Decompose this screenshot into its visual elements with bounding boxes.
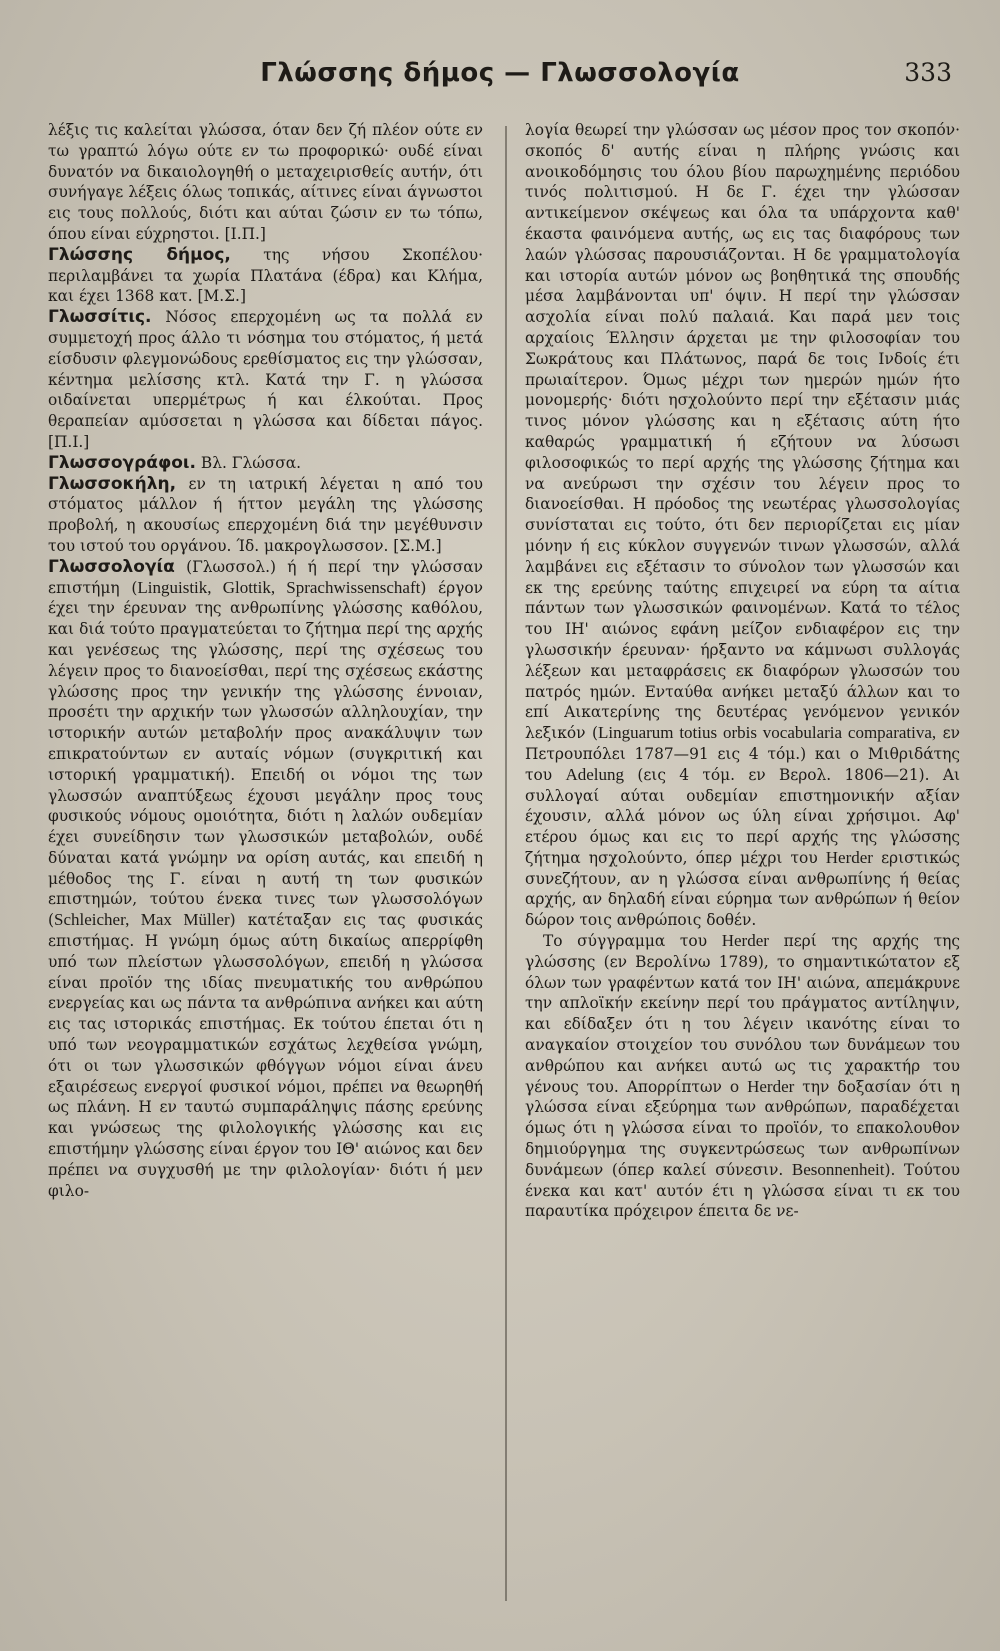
entry-text: (Γλωσσολ.) ή ή περί την γλώσσαν επιστήμη ( [48,557,483,597]
entry-glossis-dimos [48,245,483,307]
text-columns [48,120,960,1621]
paragraph-text: Το σύγγραμμα του [543,932,708,951]
entry-headword: Γλωσσολογία [48,556,175,577]
page-number: 333 [904,58,952,87]
right-paragraph-1 [525,120,960,931]
entry-text: εν τη ιατρική λέγεται η από του στόματος μάλλον ή ήττον μεγάλη της γλώσσης προβολή, η ακουσίως επερχομένη διά την μεγέθυνσιν του ιστού του οργάνου. Ίδ. μακρογλωσσον. [Σ.Μ.] [48,474,483,555]
latin-term: Herder [825,847,873,867]
entry-headword: Γλωσσογράφοι. [48,452,197,473]
right-column [525,120,960,1621]
paragraph-text: λογία θεωρεί την γλώσσαν ως μέσον προς τον σκοπόν· σκοπός δ' αυτής είναι η πλήρης γνώσις και ανοικοδόμησις του όλου βίου παρωχημένης περιόδου τινός πολιτισμού. Η δε Γ. έχει την γλώσσαν αντικείμενον σκέψεως και όλα τα υπάρχοντα καθ' έκαστα φαινόμενα αυτής, ως εις τας διαφόρους των λαών γλώσσας παρουσιάζονται. Η δε γραμματολογία και ιστορία αυτών μόνον ως βοηθητικά της σπουδής μέσα λαμβάνονται υπ' όψιν. Η περί την γλώσσαν ασχολία είναι πολύ παλαιά. Και παρά μεν τοις αρχαίοις Έλλησιν άρχεται με την φιλοσοφίαν του Σωκράτους και Πλάτωνος, παρά δε τοις Ινδοίς έτι πρωιαίτερον. Όμως μέχρι των ημερών ημών ήτο μονομερής· διότι ησχολούντο περί την εξέτασιν μιάς τινος μόνον γλώσσης και η εξέτασις αύτη ήτο καθαρώς γραμματική ή εζήτουν να λύσωσι φιλοσοφικώς το περί αρχής της γλώσσης ζήτημα και να ανεύρωσι την σχέσιν του λέγειν προς το διανοείσθαι. Η πρόοδος της νεωτέρας γλωσσολογίας συνίσταται εις τούτο, ότι δεν περιορίζεται εις μίαν μόνην ή εις κύκλον συγγενών τινων γλωσσών, αλλά λαμβάνει εις εξέτασιν το σύνολον των γλωσσών και εκ της ερεύνης ταύτης επιχειρεί να εύρη τα αίτια πάντων των γλωσσικών φαινομένων. Κατά το τέλος του ΙΗ' αιώνος εφάνη μείζον ενδιαφέρον εις την γλωσσικήν έρευναν· ήρξαντο να κάμνωσι συλλογάς λέξεων και μεταφράσεις εκ διαφόρων γλωσσών του πατρός ημών. Ενταύθα ανήκει μεταξύ άλλων και το επί Αικατερίνης της δευτέρας γενόμενον γενικόν λεξικόν ( [525,121,960,743]
entry-headword: Γλωσσίτις. [48,307,152,328]
paragraph-text: την δοξασίαν ότι η γλώσσα είναι εξεύρημα των ανθρώπων, παραδέχεται όμως ότι η γλώσσα είναι το προϊόν, το επακολουθον δημιούργημα της συγκεντρώσεως των ανθρωπίνων δυνάμεων (όπερ καλεί σύνεσιν. [525,1077,960,1179]
latin-term: Schleicher, Max Müller [54,910,230,930]
paragraph-text: εν Πετρουπόλει 1787—91 εις 4 τόμ.) και ο Μιθριδάτης του [525,724,960,784]
entry-text: της νήσου Σκοπέλου· περιλαμβάνει τα χωρία Πλατάνα (έδρα) και Κλήμα, και έχει 1368 κατ. [Μ.Σ.] [48,245,483,306]
entry-text: Νόσος επερχομένη ως τα πολλά εν συμμετοχή προς άλλο τι νόσημα του στόματος, ή μετά είσδυσιν φλεγμονώδους ερεθίσματος εις την γλώσσαν, κέντημα μελίσσης κτλ. Κατά την Γ. η γλώσσα οιδαίνεται υπερμέτρως ή και έλκούται. Προς θεραπείαν αμύσσεται η γλώσσα και δίδεται πάγος. [Π.Ι.] [48,308,483,451]
latin-term: Adelung [565,764,624,784]
paragraph-text: περί της αρχής της γλώσσης (εν Βερολίνω 1789), το σημαντικώτατον εξ όλων των γραφέντων κατά τον ΙΗ' αιώνα, απεμάκρυνε την απλοϊκήν εκείνην περί του πράγματος αντίληψιν, και εδίδαξεν ότι η του λέγειν ικανότης είναι το αναγκαίον στοιχείον του συνόλου των δυνάμεων του ανθρώπου και ανήκει αυτώ ως τις χαρακτήρ του γένους του. Απορρίπτων ο [525,932,960,1096]
right-paragraph-2 [525,931,960,1222]
entry-glossitis [48,307,483,453]
entry-headword: Γλώσσης δήμος, [48,244,231,265]
entry-headword: Γλωσσοκήλη, [48,473,177,494]
entry-text: ) κατέταξαν εις τας φυσικάς επιστήμας. Η γνώμη όμως αύτη δικαίως απερρίφθη υπό των πλείστων γλωσσολόγων, επειδή η γλώσσα είναι προϊόν της ιδίας πνευματικής του ανθρώπου ενεργείας και ως πάντα τα ανθρώπινα ανήκει και αύτη εις τας ιστορικάς επιστήμας. Εκ τούτου έπεται ότι η υπό των νεογραμματικών εσχάτως λεχθείσα γνώμη, ότι οι των γλωσσικών φθόγγων νόμοι είναι άνευ εξαιρέσεως ενεργοί φυσικοί νόμοι, πρέπει να θεωρηθή ως πλάνη. Η εν ταυτώ συμπαράληψις πάσης ερεύνης και γνώσεως της φιλολογικής γλώσσης και εις επιστήμην γλώσσης είναι έργον του ΙΘ' αιώνος και δεν πρέπει να συγχυσθή με την φιλολογίαν· διότι ή μεν φιλο- [48,911,484,1200]
latin-term: Herder [747,1076,795,1096]
entry-glossografoi [48,453,483,474]
entry-text: ) έργον έχει την έρευναν της ανθρωπίνης γλώσσης καθόλου, και διά τούτο πραγματεύεται το ζήτημα περί της αρχής και γενέσεως της γλώσσης, περί της σχέσεως του λέγειν προς το διανοείσθαι, περί της σχέσεως εκάστης γλώσσης προς την γενικήν της γλώσσης έννοιαν, προσέτι την αρχικήν των γλωσσών αλληλουχίαν, την ιστορικήν αυτών μεταβολήν προς ανακάλυψιν των επικρατούντων εν αυταίς νόμων (συγκριτική και ιστορική γραμματική). Επειδή οι νόμοι της των γλωσσών αναπτύξεως έχουσι μεγάλην προς τους φυσικούς νόμους ομοιότητα, διότι η λαλών ουδεμίαν έχει συνείδησιν των γλωσσικών μεταβολών, ουδέ δύναται κατά γνώμην να ορίση αυτάς, και επειδή η μέθοδος της Γ. είναι η αυτή τη των φυσικών επιστημών, τούτου ένεκα τινες των γλωσσολόγων ( [48,578,483,930]
paragraph-text: (εις 4 τόμ. εν Βερολ. 1806—21). Αι συλλογαί αύται ουδεμίαν επιστημονικήν αξίαν έχουσιν, αλλά μόνον ως ύλη είναι χρήσιμοι. Αφ' ετέρου όμως και εις το περί αρχής της γλώσσης ζήτημα ησχολούντο, όπερ μέχρι του [525,765,960,867]
latin-term: Herder [721,931,769,951]
entry-glossologia [48,557,483,1202]
left-paragraph-1: λέξις τις καλείται γλώσσα, όταν δεν ζή πλέον ούτε εν τω γραπτώ λόγω ούτε εν τω προφορικώ· ουδέ είναι δυνατόν να δικαιολογηθή ο μεταχειρισθείς αυτήν, ότι συνήγαγε λέξεις όλως τοπικάς, αίτινες είναι άγνωστοι εις τους πολλούς, διότι και αύται ζώσιν εν τω τόπω, όπου είναι εύχρηστοι. [Ι.Π.] [48,121,483,243]
column-divider [505,126,507,1601]
latin-term: Linguistik, Glottik, Sprachwissenschaft [137,577,421,597]
left-column [48,120,487,1621]
entry-glossokili [48,474,483,557]
latin-term: Besonnenheit [791,1159,885,1179]
paragraph-text: εριστικώς συνεζήτουν, αν η γλώσσα είναι ανθρωπίνης ή θείας αρχής, αν δηλαδή είναι εύρημα των ανθρώπων ή θείον δώρον τοις ανθρώποις δοθέν. [525,848,960,930]
page-header [40,58,960,98]
entry-text: Βλ. Γλώσσα. [200,453,302,472]
paragraph-text: ). Τούτου ένεκα και κατ' αυτόν έτι η γλώσσα είναι τι εκ του παραυτίκα πρόχειρον έπειτα δε νε- [525,1160,960,1221]
running-head: Γλώσσης δήμος — Γλωσσολογία [260,58,740,88]
latin-term: Linguarum totius orbis vocabularia comparativa, [597,723,937,743]
